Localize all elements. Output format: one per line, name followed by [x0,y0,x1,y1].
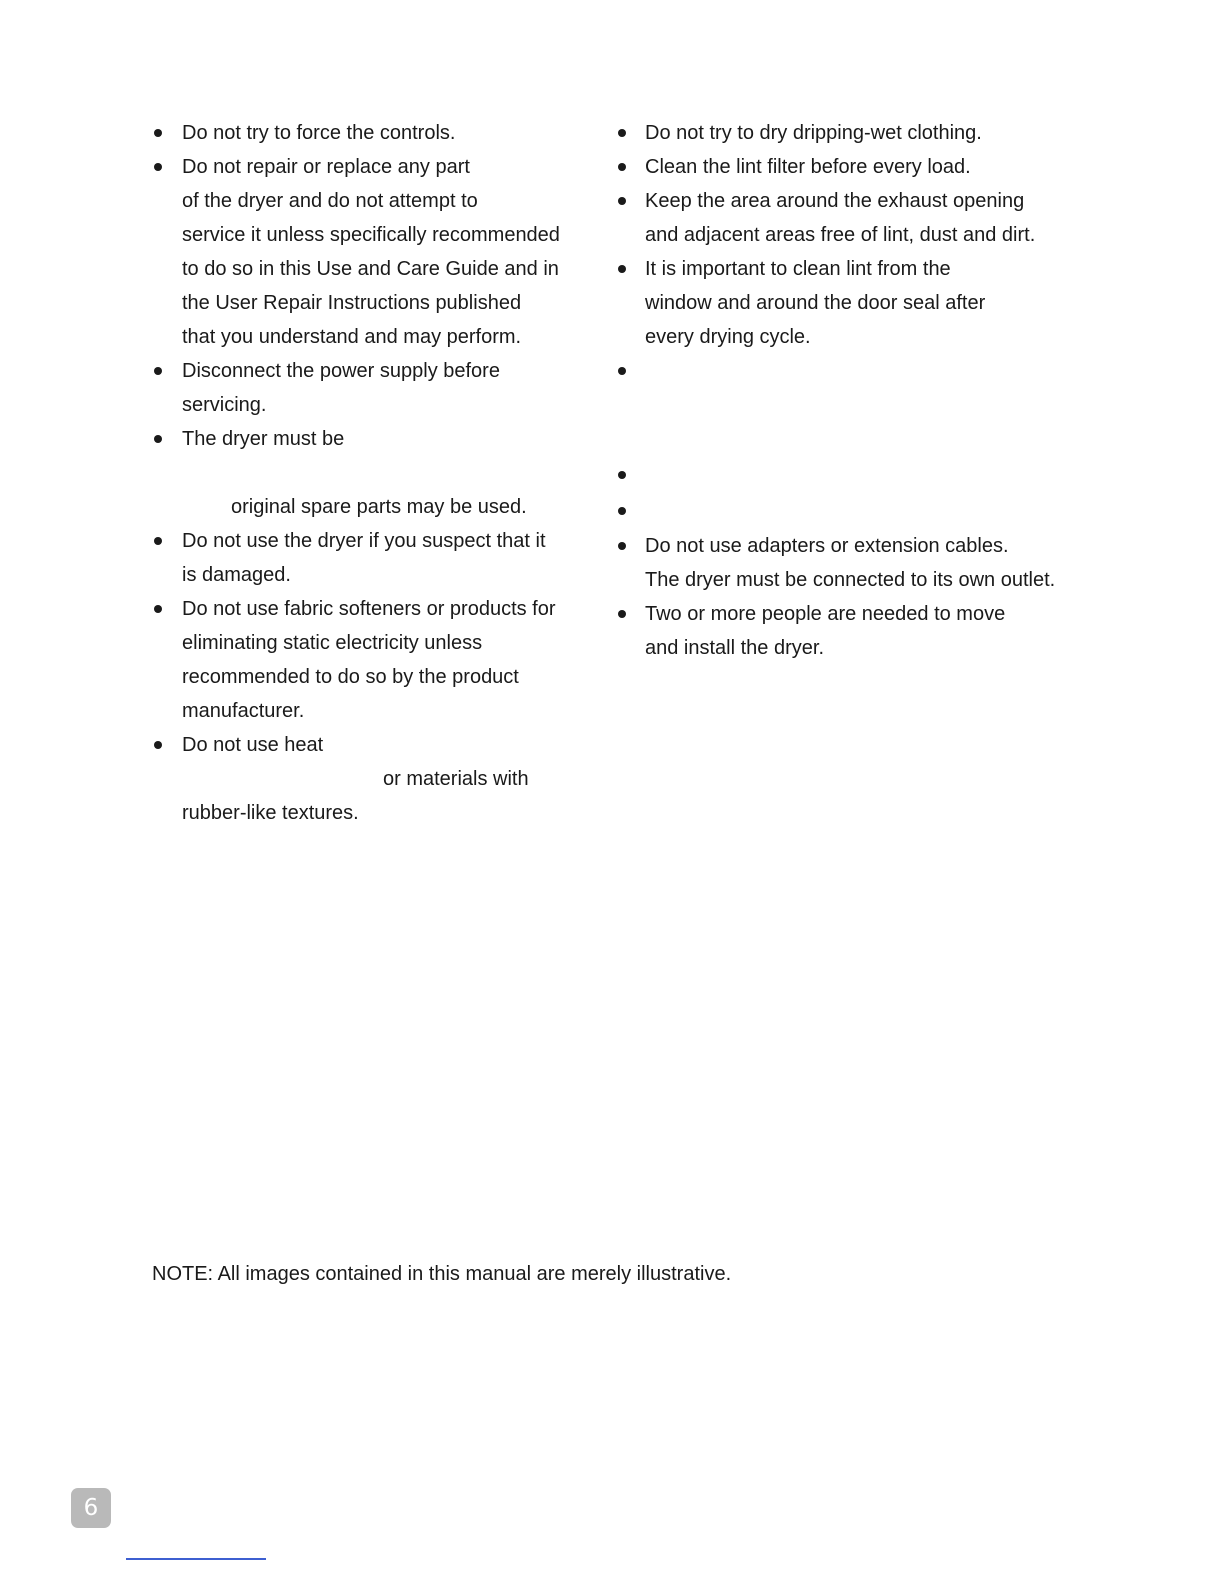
bullet-icon [154,367,162,375]
right-line: The dryer must be connected to its own outlet. [645,569,1056,591]
right-line: window and around the door seal after [645,292,986,314]
footer-divider [126,1558,266,1560]
bullet-icon [154,163,162,171]
left-line: servicing. [182,394,267,416]
right-line: every drying cycle. [645,326,811,348]
left-line: Do not use heat [182,734,324,756]
left-line: recommended to do so by the product [182,666,519,688]
right-line: Keep the area around the exhaust opening [645,190,1025,212]
left-line: rubber-like textures. [182,802,359,824]
right-line: Two or more people are needed to move [645,603,1006,625]
left-line: eliminating static electricity unless [182,632,483,654]
bullet-icon [618,163,626,171]
bullet-icon [618,542,626,550]
left-line: service it unless specifically recommended [182,224,560,246]
bullet-icon [618,265,626,273]
page-number-badge: 6 [71,1488,111,1528]
left-line: the User Repair Instructions published [182,292,522,314]
right-line: Do not use adapters or extension cables. [645,535,1009,557]
left-line: is damaged. [182,564,291,586]
bullet-icon [154,741,162,749]
left-line: The dryer must be [182,428,345,450]
left-line: Do not repair or replace any part [182,156,470,178]
left-line: manufacturer. [182,700,305,722]
left-line: to do so in this Use and Care Guide and in [182,258,559,280]
bullet-icon [154,537,162,545]
bullet-icon [618,367,626,375]
bullet-icon [154,129,162,137]
right-line: and install the dryer. [645,637,824,659]
left-line: Disconnect the power supply before [182,360,500,382]
bullet-icon [618,129,626,137]
left-line: Do not try to force the controls. [182,122,456,144]
illustrative-note: NOTE: All images contained in this manual are merely illustrative. [152,1263,732,1285]
left-line: Do not use the dryer if you suspect that it [182,530,546,552]
left-line: original spare parts may be used. [231,496,527,518]
right-line: and adjacent areas free of lint, dust and dirt. [645,224,1036,246]
right-line: Clean the lint filter before every load. [645,156,971,178]
bullet-icon [618,610,626,618]
bullet-icon [618,507,626,515]
left-line: of the dryer and do not attempt to [182,190,478,212]
bullet-icon [154,605,162,613]
bullet-icon [618,471,626,479]
left-line: or materials with [383,768,529,790]
bullet-icon [154,435,162,443]
right-line: It is important to clean lint from the [645,258,951,280]
left-line: that you understand and may perform. [182,326,522,348]
right-line: Do not try to dry dripping-wet clothing. [645,122,982,144]
left-line: Do not use fabric softeners or products for [182,598,556,620]
bullet-icon [618,197,626,205]
